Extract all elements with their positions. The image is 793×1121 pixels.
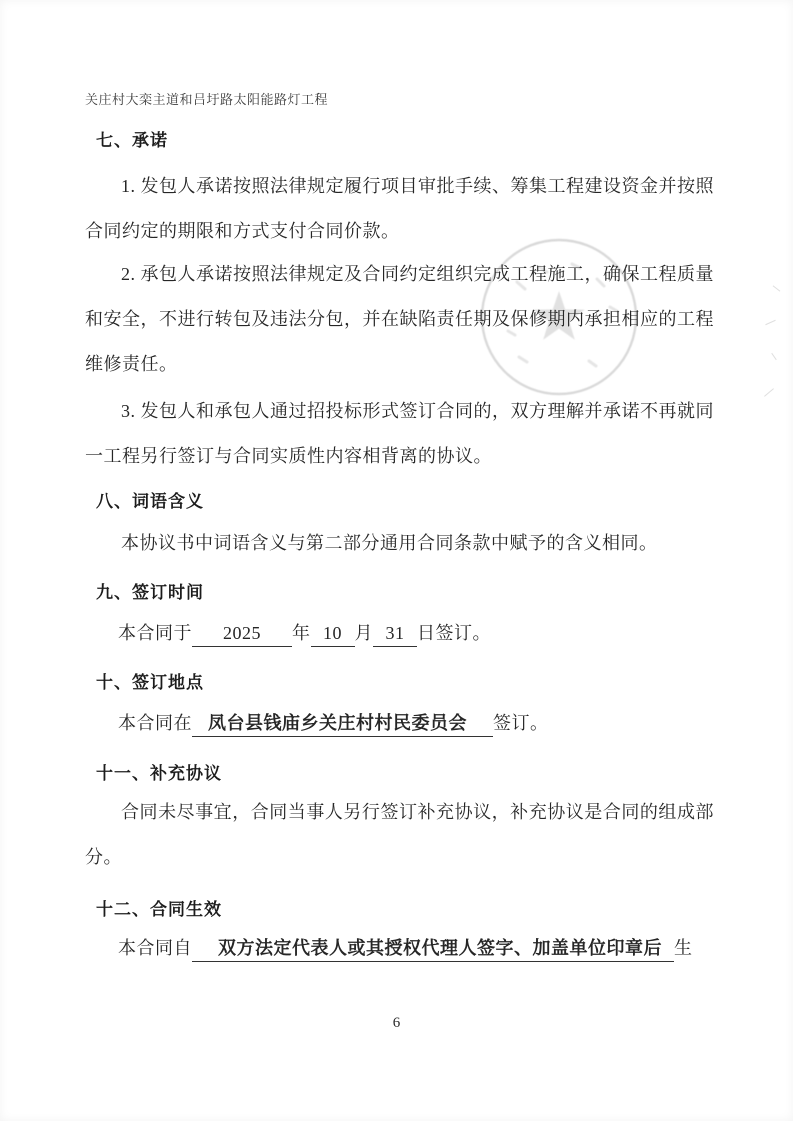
signing-date-line [85,611,745,656]
section-8-title: 八、词语含义 [96,492,204,511]
scan-artifact-mark [773,285,781,291]
unit-year: 年 [292,623,311,643]
section-9-title: 九、签订时间 [96,583,204,602]
contract-effective-line [85,926,745,971]
signing-place-line [85,701,745,746]
section-10-title: 十、签订地点 [96,673,204,692]
scan-artifact-mark [765,320,775,325]
signing-day-blank: 31 [373,621,417,647]
scan-artifact-mark [771,353,776,360]
section-7-title: 七、承诺 [96,131,168,150]
signing-month-blank: 10 [311,621,355,647]
section-7-paragraph-2: 2. 承包人承诺按照法律规定及合同约定组织完成工程施工，确保工程质量和安全，不进行转包及违法分包，并在缺陷责任期及保修期内承担相应的工程维修责任。 [85,264,714,374]
effective-condition-blank: 双方法定代表人或其授权代理人签字、加盖单位印章后 [192,936,674,962]
unit-month: 月 [354,623,373,643]
signing-place-suffix: 签订。 [493,713,549,733]
signing-place-blank: 凤台县钱庙乡关庄村村民委员会 [192,711,493,737]
signing-date-prefix: 本合同于 [118,623,192,643]
section-7-paragraph-3: 3. 发包人和承包人通过招投标形式签订合同的，双方理解并承诺不再就同一工程另行签订与合同实质性内容相背离的协议。 [85,401,714,466]
page-number: 6 [392,1015,401,1031]
effective-suffix: 生 [674,938,693,958]
section-12-title: 十二、合同生效 [96,900,222,919]
section-7-paragraph-1: 1. 发包人承诺按照法律规定履行项目审批手续、筹集工程建设资金并按照合同约定的期限和方式支付合同价款。 [85,176,714,241]
signing-date-suffix: 日签订。 [417,623,491,643]
effective-prefix: 本合同自 [118,938,192,958]
section-11-title: 十一、补充协议 [96,764,222,783]
section-11-paragraph-1: 合同未尽事宜，合同当事人另行签订补充协议，补充协议是合同的组成部分。 [85,802,714,867]
signing-year-blank: 2025 [192,621,292,647]
document-header-project-title: 关庄村大栾主道和吕圩路太阳能路灯工程 [85,92,329,107]
scan-artifact-mark [764,388,774,396]
signing-place-prefix: 本合同在 [118,713,192,733]
section-8-paragraph-1: 本协议书中词语含义与第二部分通用合同条款中赋予的含义相同。 [121,533,658,553]
